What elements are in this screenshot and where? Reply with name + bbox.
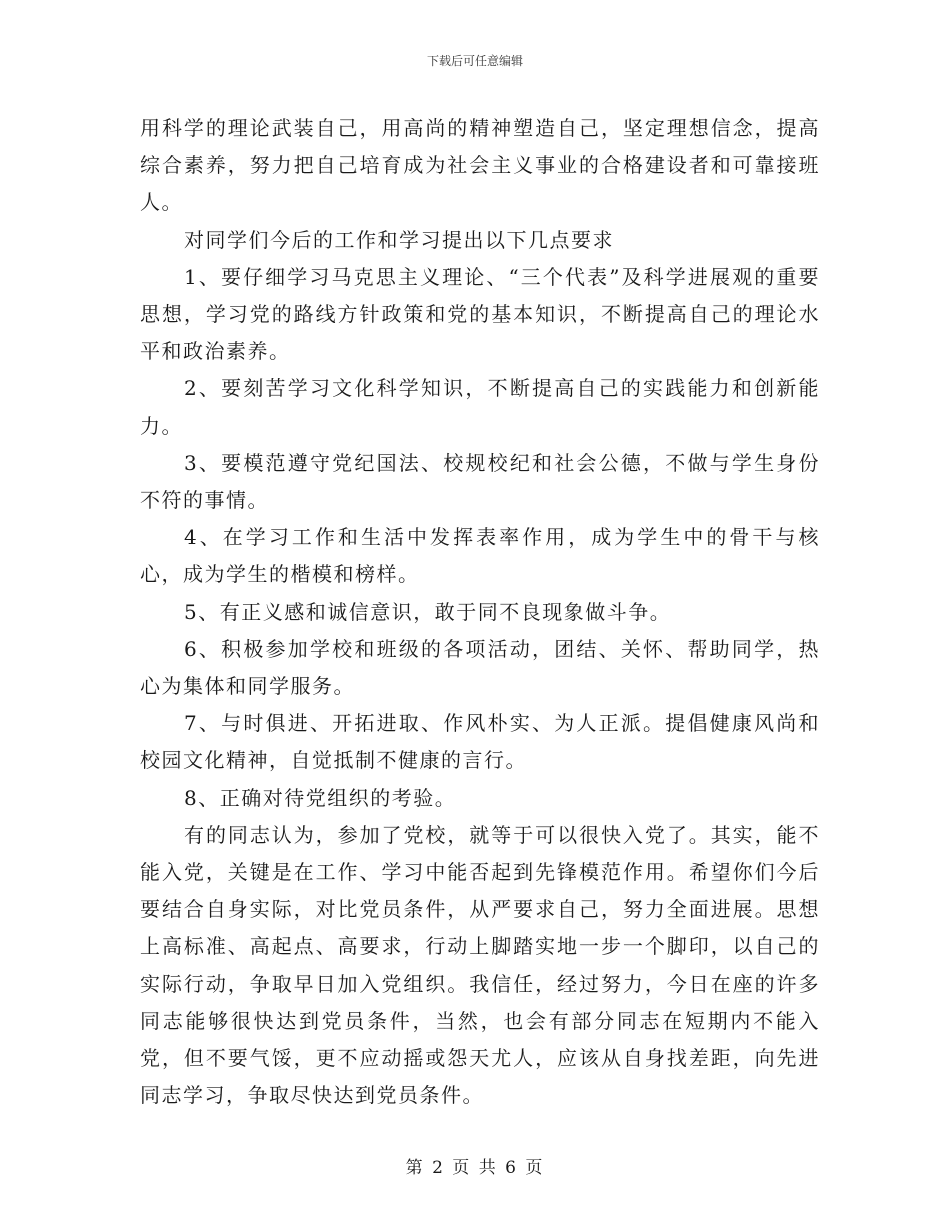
paragraph-continuation: 用科学的理论武装自己，用高尚的精神塑造自己，坚定理想信念，提高综合素养，努力把自己培育成为社会主义事业的合格建设者和可靠接班人。 [140,116,820,215]
paragraph-requirement-4: 4、在学习工作和生活中发挥表率作用，成为学生中的骨干与核心，成为学生的楷模和榜样。 [140,525,820,587]
paragraph-closing: 有的同志认为，参加了党校，就等于可以很快入党了。其实，能不能入党，关键是在工作、学习中能否起到先锋模范作用。希望你们今后要结合自身实际，对比党员条件，从严要求自己，努力全面进展。思想上高标准、高起点、高要求，行动上脚踏实地一步一个脚印，以自己的实际行动，争取早日加入党组织。我信任，经过努力，今日在座的许多同志能够很快达到党员条件，当然，也会有部分同志在短期内不能入党，但不要气馁，更不应动摇或怨天尤人，应该从自身找差距，向先进同志学习，争取尽快达到党员条件。 [140,822,820,1108]
paragraph-requirement-7: 7、与时俱进、开拓进取、作风朴实、为人正派。提倡健康风尚和校园文化精神，自觉抵制不健康的言行。 [140,711,820,773]
paragraph-requirement-2: 2、要刻苦学习文化科学知识，不断提高自己的实践能力和创新能力。 [140,376,820,438]
paragraph-requirement-1: 1、要仔细学习马克思主义理论、“三个代表”及科学进展观的重要思想，学习党的路线方针政策和党的基本知识，不断提高自己的理论水平和政治素养。 [140,264,820,364]
document-body [140,110,820,1114]
paragraph-requirement-8: 8、正确对待党组织的考验。 [184,785,457,810]
paragraph-requirements-intro: 对同学们今后的工作和学习提出以下几点要求 [184,227,614,252]
paragraph-requirement-6: 6、积极参加学校和班级的各项活动，团结、关怀、帮助同学，热心为集体和同学服务。 [140,636,820,699]
page-number-footer: 第 2 页 共 6 页 [405,1158,545,1178]
paragraph-requirement-5: 5、有正义感和诚信意识，敢于同不良现象做斗争。 [184,599,672,624]
paragraph-requirement-3: 3、要模范遵守党纪国法、校规校纪和社会公德，不做与学生身份不符的事情。 [140,450,820,513]
page-header-note: 下载后可任意编辑 [426,54,523,68]
